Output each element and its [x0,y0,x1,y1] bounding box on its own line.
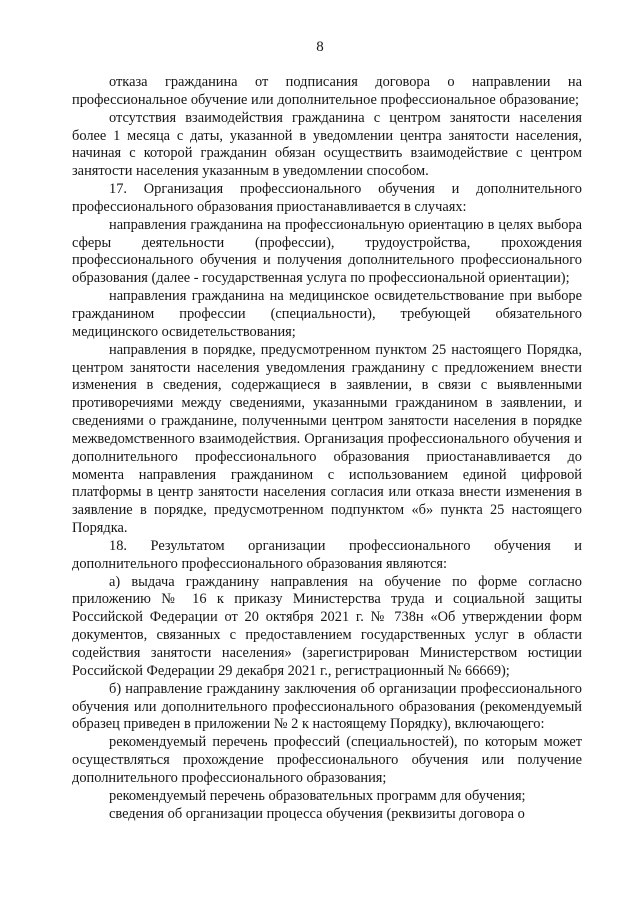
paragraph-professions-list: рекомендуемый перечень профессий (специальностей), по которым может осуществляться прохождение профессионального обучения или получение дополнительного профессионального образования; [72,734,582,786]
paragraph-item-18b: б) направление гражданину заключения об организации профессионального обучения или дополнительного профессионального образования (рекомендуемый образец приведен в приложении № 2 к настоящему Порядку), включающего: [72,680,582,733]
paragraph-no-interaction: отсутствия взаимодействия гражданина с центром занятости населения более 1 месяца с даты, указанной в уведомлении центра занятости населения, начиная с которой гражданин обязан осуществить взаимодействие с центром занятости населения указанным в уведомлении способом. [72,109,582,180]
paragraph-notification-changes: направления в порядке, предусмотренном пунктом 25 настоящего Порядка, центром занятости населения уведомления гражданину с предложением внести изменения в сведения, содержащиеся в заявлении, в связи с выявленными противоречиями между сведениями, указанными гражданином в заявлении, и сведениями о гражданине, полученными центром занятости населения в порядке межведомственного взаимодействия. Организация профессионального обучения и дополнительного профессионального образования приостанавливается до момента направления гражданином с использованием единой цифровой платформы в центр занятости населения согласия или отказа внести изменения в заявление в порядке, предусмотренном подпунктом «б» пункта 25 настоящего Порядка. [72,341,582,537]
paragraph-career-guidance: направления гражданина на профессиональную ориентацию в целях выбора сферы деятельности (профессии), трудоустройства, прохождения профессионального обучения и получения дополнительного профессионального образования (далее - государственная услуга по профессиональной ориентации); [72,216,582,287]
paragraph-refusal-contract: отказа гражданина от подписания договора о направлении на профессиональное обучение или дополнительное профессиональное образование; [72,74,582,108]
paragraph-training-process: сведения об организации процесса обучения (реквизиты договора о [109,805,525,822]
paragraph-item-18a: а) выдача гражданину направления на обучение по форме согласно приложению № 16 к приказу Министерства труда и социальной защиты Российской Федерации от 20 октября 2021 г. № 738н «Об утверждении форм документов, связанных с предоставлением государственных услуг в области содействия занятости населения» (зарегистрирован Министерством юстиции Российской Федерации 29 декабря 2021 г., регистрационный № 66669); [72,573,582,679]
page-number: 8 [316,39,324,55]
paragraph-item-17: 17. Организация профессионального обучения и дополнительного профессионального образования приостанавливается в случаях: [72,181,582,215]
paragraph-item-18: 18. Результатом организации профессионального обучения и дополнительного профессионального образования являются: [72,537,582,572]
paragraph-programs-list: рекомендуемый перечень образовательных программ для обучения; [109,787,526,804]
document-body [72,74,582,823]
paragraph-medical-exam: направления гражданина на медицинское освидетельствование при выборе гражданином профессии (специальности), требующей обязательного медицинского освидетельствования; [72,288,582,340]
